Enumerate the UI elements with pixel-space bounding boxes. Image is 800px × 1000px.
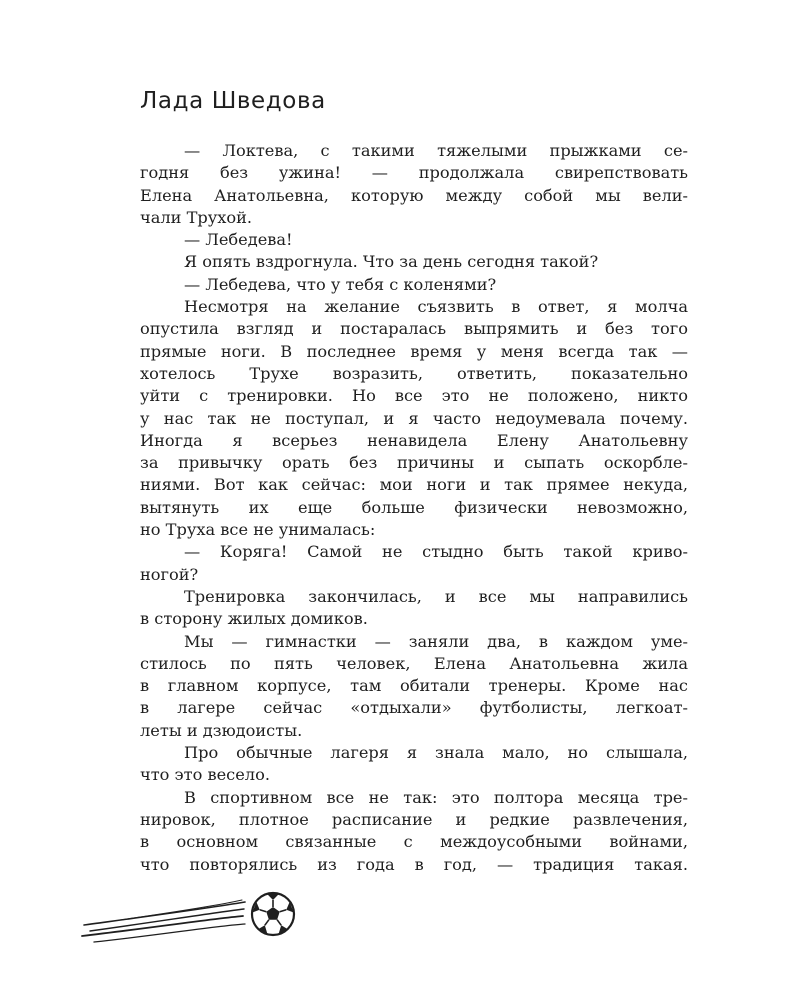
text-line: в главном корпусе, там обитали тренеры. Кроме нас [140, 676, 688, 696]
text-line: опустила взгляд и постаралась выпрямить и без того [140, 319, 688, 339]
text-line: за привычку орать без причины и сыпать оскорбле- [140, 453, 688, 473]
text-line: — Лебедева! [184, 230, 293, 250]
text-line: нировок, плотное расписание и редкие развлечения, [140, 809, 688, 829]
text-line: Я опять вздрогнула. Что за день сегодня такой? [184, 252, 599, 272]
text-line: стилось по пять человек, Елена Анатольевна жила [140, 653, 688, 673]
text-line: уйти с тренировки. Но все это не положено, никто [140, 386, 688, 406]
text-line: что это весело. [140, 765, 270, 785]
body-text [140, 140, 688, 876]
text-line: — Локтева, с такими тяжелыми прыжками се- [184, 141, 688, 160]
text-line: Про обычные лагеря я знала мало, но слышала, [184, 743, 688, 763]
text-line: Мы — гимнастки — заняли два, в каждом уме- [184, 631, 688, 651]
text-line: Тренировка закончилась, и все мы направились [184, 586, 688, 606]
text-line: у нас так не поступал, и я часто недоумевала почему. [140, 408, 688, 428]
text-line: что повторялись из года в год, — традиция такая. [140, 854, 688, 874]
text-line: Елена Анатольевна, которую между собой мы вели- [140, 185, 688, 205]
speed-lines-icon [82, 900, 245, 942]
text-line: вытянуть их еще больше физически невозможно, [140, 497, 688, 517]
text-line: В спортивном все не так: это полтора месяца тре- [184, 787, 688, 807]
text-line: ниями. Вот как сейчас: мои ноги и так прямее некуда, [140, 475, 688, 495]
text-line: — Лебедева, что у тебя с коленями? [184, 274, 497, 294]
text-line: леты и дзюдоисты. [140, 720, 303, 740]
text-line: чали Трухой. [140, 207, 253, 227]
text-line: прямые ноги. В последнее время у меня всегда так — [140, 341, 688, 361]
text-line: в сторону жилых домиков. [140, 609, 368, 629]
text-line: годня без ужина! — продолжала свирепствовать [140, 163, 688, 183]
running-head: Лада Шведова [140, 88, 326, 114]
text-line: Несмотря на желание съязвить в ответ, я молча [184, 297, 688, 317]
text-line: Иногда я всерьез ненавидела Елену Анатольевну [140, 430, 688, 450]
soccer-ball-icon [252, 893, 294, 935]
text-line: в лагере сейчас «отдыхали» футболисты, легкоат- [140, 698, 688, 718]
text-line: ногой? [140, 564, 199, 584]
text-line: — Коряга! Самой не стыдно быть такой криво- [184, 542, 688, 562]
text-line: но Труха все не унималась: [140, 520, 376, 540]
text-line: в основном связанные с междоусобными войнами, [140, 832, 688, 852]
footer-ornament [80, 890, 320, 950]
text-line: хотелось Трухе возразить, ответить, показательно [140, 363, 688, 383]
